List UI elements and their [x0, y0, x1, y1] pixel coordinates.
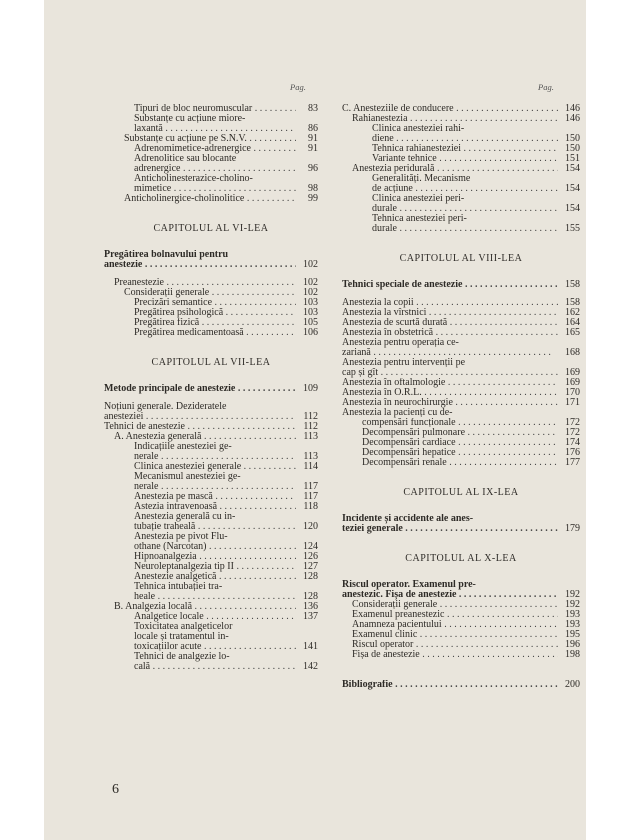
toc-entry-title: Anestezia de scurtă durată . . .	[342, 318, 558, 328]
toc-entry-title: tubație traheală . . .	[104, 522, 296, 532]
toc-entry-page: 102	[303, 259, 318, 270]
toc-entry-page: 150	[565, 143, 580, 154]
toc-entry-title: othane (Narcotan) . . .	[104, 542, 296, 552]
toc-entry	[104, 260, 318, 270]
toc-entry-page: 146	[565, 113, 580, 124]
toc-entry-page: 113	[303, 431, 318, 442]
toc-entry-page: 112	[303, 421, 318, 432]
toc-entry-title: Hipnoanalgezia . . .	[104, 552, 296, 562]
toc-entry-title: Anestezia în O.R.L. . . .	[342, 388, 558, 398]
toc-entry-title: anestezie . . .	[104, 260, 296, 270]
toc-entry	[342, 378, 580, 388]
toc-entry-title: Adrenolitice sau blocante	[134, 154, 237, 164]
toc-entry	[342, 590, 580, 600]
toc-entry-page: 172	[565, 417, 580, 428]
toc-entry-title: teziei generale . . .	[342, 524, 558, 534]
toc-entry	[342, 104, 580, 114]
toc-entry-page: 170	[565, 387, 580, 398]
toc-entry-page: 169	[565, 377, 580, 388]
toc-entry-title: adrenergice . . .	[104, 164, 296, 174]
toc-entry	[104, 482, 318, 492]
toc-entry-title: Substanțe cu acțiune pe S.N.V. . . .	[104, 134, 296, 144]
toc-entry	[342, 154, 580, 164]
toc-group	[342, 280, 580, 290]
toc-entry-title: anesteziei . . .	[104, 412, 296, 422]
toc-entry-page: 112	[303, 411, 318, 422]
toc-entry-page: 154	[565, 203, 580, 214]
toc-entry	[342, 114, 580, 124]
toc-entry	[342, 164, 580, 174]
toc-entry	[342, 308, 580, 318]
toc-entry-title: A. Anestezia generală . . .	[104, 432, 296, 442]
toc-entry-title: Anticholinergice-cholinolitice . . .	[104, 194, 296, 204]
toc-entry-page: 192	[565, 599, 580, 610]
toc-entry-page: 141	[303, 641, 318, 652]
toc-entry	[342, 124, 580, 134]
toc-entry-title: Anestezia pe pivot Flu-	[134, 532, 228, 542]
toc-entry	[342, 680, 580, 690]
toc-entry-title: Astezia intravenoasă . . .	[104, 502, 296, 512]
toc-entry-title: Neuroleptanalgezia tip II . . .	[104, 562, 296, 572]
toc-entry-title: Metode principale de anestezie . . .	[104, 384, 296, 394]
toc-entry	[342, 174, 580, 184]
toc-entry-title: Anestezia pe mască . . .	[104, 492, 296, 502]
toc-entry-page: 169	[565, 367, 580, 378]
toc-entry	[104, 602, 318, 612]
toc-entry	[342, 368, 580, 378]
toc-group	[342, 600, 580, 660]
toc-entry-title: Anestezia pentru intervenții pe	[342, 358, 466, 368]
toc-entry	[104, 288, 318, 298]
toc-entry-page: 154	[565, 183, 580, 194]
toc-entry-title: Pregătirea medicamentoasă . . .	[104, 328, 296, 338]
toc-entry-title: Clinica anesteziei peri-	[372, 194, 465, 204]
toc-entry-page: 174	[565, 437, 580, 448]
toc-entry	[342, 514, 580, 524]
toc-entry-page: 200	[565, 679, 580, 690]
toc-entry	[104, 194, 318, 204]
toc-entry-page: 158	[565, 297, 580, 308]
toc-entry-title: Anestezia în oftalmologie . . .	[342, 378, 558, 388]
chapter-heading: CAPITOLUL AL VIII-LEA	[399, 253, 523, 264]
toc-entry	[342, 610, 580, 620]
toc-entry-title: Pregătirea bolnavului pentru	[104, 250, 229, 260]
toc-entry	[104, 462, 318, 472]
toc-entry-title: cală . . .	[104, 662, 296, 672]
toc-entry	[104, 134, 318, 144]
toc-entry	[342, 318, 580, 328]
toc-entry-title: Rahianestezia . . .	[342, 114, 558, 124]
toc-entry-page: 192	[565, 589, 580, 600]
toc-entry-title: Fișa de anestezie . . .	[342, 650, 558, 660]
toc-entry-title: durale . . .	[342, 224, 558, 234]
toc-entry-title: de acțiune . . .	[342, 184, 558, 194]
toc-right-column	[342, 104, 580, 690]
toc-entry-page: 177	[565, 457, 580, 468]
toc-entry-page: 193	[565, 609, 580, 620]
toc-entry-title: Generalități. Mecanisme	[372, 174, 471, 184]
toc-entry-title: Clinica anesteziei generale . . .	[104, 462, 296, 472]
toc-group	[104, 402, 318, 672]
toc-entry-page: 151	[565, 153, 580, 164]
toc-entry	[104, 184, 318, 194]
toc-entry	[104, 432, 318, 442]
toc-entry	[104, 552, 318, 562]
toc-entry-title: Examenul clinic . . .	[342, 630, 558, 640]
toc-entry-title: B. Analgezia locală . . .	[104, 602, 296, 612]
toc-entry	[342, 458, 580, 468]
toc-entry-title: Anestezia peridurală . . .	[342, 164, 558, 174]
toc-entry	[104, 412, 318, 422]
toc-entry	[342, 650, 580, 660]
toc-entry	[104, 532, 318, 542]
toc-entry-title: Noțiuni generale. Dezideratele	[104, 402, 227, 412]
toc-entry-title: Decompensări renale . . .	[342, 458, 558, 468]
toc-entry-page: 114	[303, 461, 318, 472]
toc-entry-page: 106	[303, 327, 318, 338]
toc-entry	[104, 662, 318, 672]
toc-entry-page: 120	[303, 521, 318, 532]
toc-entry-title: heale . . .	[104, 592, 296, 602]
toc-entry-title: Tehnici de anestezie . . .	[104, 422, 296, 432]
toc-entry-page: 150	[565, 133, 580, 144]
toc-entry-title: Anestezia pentru operația ce-	[342, 338, 459, 348]
toc-entry	[342, 620, 580, 630]
toc-entry-title: Precizări semantice . . .	[104, 298, 296, 308]
toc-entry	[342, 348, 580, 358]
toc-entry-title: Examenul preanestezic . . .	[342, 610, 558, 620]
toc-entry	[104, 318, 318, 328]
toc-entry	[342, 388, 580, 398]
toc-entry-title: Anamneza pacientului . . .	[342, 620, 558, 630]
toc-entry	[342, 144, 580, 154]
toc-entry	[104, 472, 318, 482]
toc-entry-title: Anticholinesterazice-cholino-	[134, 174, 253, 184]
toc-entry-page: 91	[308, 133, 318, 144]
toc-entry-page: 124	[303, 541, 318, 552]
toc-entry	[342, 204, 580, 214]
toc-entry-page: 128	[303, 591, 318, 602]
toc-group	[104, 384, 318, 394]
toc-group	[342, 680, 580, 690]
toc-entry-page: 137	[303, 611, 318, 622]
toc-entry-title: Analgetice locale . . .	[104, 612, 296, 622]
toc-entry-title: nerale . . .	[104, 452, 296, 462]
toc-entry	[104, 502, 318, 512]
page-column-label-left: Pag.	[290, 82, 306, 92]
toc-entry	[342, 358, 580, 368]
toc-entry	[104, 572, 318, 582]
toc-entry-title: Considerații generale . . .	[104, 288, 296, 298]
toc-entry-page: 117	[303, 491, 318, 502]
toc-entry	[104, 642, 318, 652]
toc-entry-title: Decompensări cardiace . . .	[342, 438, 558, 448]
toc-entry	[104, 492, 318, 502]
toc-entry-title: nerale . . .	[104, 482, 296, 492]
toc-entry	[104, 154, 318, 164]
toc-entry-page: 127	[303, 561, 318, 572]
toc-entry-page: 91	[308, 143, 318, 154]
toc-entry-title: Anestezie analgetică . . .	[104, 572, 296, 582]
toc-entry	[342, 524, 580, 534]
chapter-heading: CAPITOLUL AL VI-LEA	[153, 223, 269, 234]
toc-entry-title: durale . . .	[342, 204, 558, 214]
toc-entry	[342, 418, 580, 428]
toc-entry-page: 109	[303, 383, 318, 394]
toc-entry-page: 105	[303, 317, 318, 328]
chapter-heading: CAPITOLUL AL VII-LEA	[151, 357, 271, 368]
toc-entry-title: Considerații generale . . .	[342, 600, 558, 610]
toc-entry-title: zariană . . .	[342, 348, 558, 358]
toc-entry	[342, 184, 580, 194]
toc-entry-page: 176	[565, 447, 580, 458]
toc-entry-title: Preanestezie . . .	[104, 278, 296, 288]
toc-entry-title: Riscul operator. Examenul pre-	[342, 580, 476, 590]
toc-entry	[104, 308, 318, 318]
toc-entry-title: C. Anesteziile de conducere . . .	[342, 104, 558, 114]
toc-entry-page: 193	[565, 619, 580, 630]
toc-entry	[342, 338, 580, 348]
toc-entry-page: 179	[565, 523, 580, 534]
toc-entry-title: Decompensări pulmonare . . .	[342, 428, 558, 438]
toc-group	[342, 298, 580, 468]
toc-entry-page: 86	[308, 123, 318, 134]
toc-entry-title: Tehnici de analgezie lo-	[134, 652, 230, 662]
toc-entry	[104, 512, 318, 522]
toc-entry-title: Tipuri de bloc neuromuscular . . .	[104, 104, 296, 114]
toc-entry-title: cap și gît . . .	[342, 368, 558, 378]
toc-entry	[104, 328, 318, 338]
toc-group	[104, 104, 318, 204]
toc-entry-title: Tehnica rahianesteziei . . .	[342, 144, 558, 154]
page-column-label-right: Pag.	[538, 82, 554, 92]
toc-entry-title: Incidente și accidente ale anes-	[342, 514, 474, 524]
toc-entry	[342, 298, 580, 308]
toc-entry-title: Bibliografie . . .	[342, 680, 558, 690]
toc-entry-title: Anestezia în neurochirurgie . . .	[342, 398, 558, 408]
toc-entry	[104, 174, 318, 184]
toc-entry	[342, 438, 580, 448]
toc-entry-title: laxantă . . .	[104, 124, 296, 134]
toc-entry-title: Indicațiile anesteziei ge-	[134, 442, 232, 452]
toc-entry-page: 172	[565, 427, 580, 438]
toc-entry-page: 142	[303, 661, 318, 672]
toc-entry-title: Anestezia la vîrstnici . . .	[342, 308, 558, 318]
toc-entry-page: 117	[303, 481, 318, 492]
toc-entry-title: Anestezia la pacienți cu de-	[342, 408, 453, 418]
toc-entry-page: 154	[565, 163, 580, 174]
toc-entry-page: 98	[308, 183, 318, 194]
toc-entry	[104, 582, 318, 592]
toc-entry-page: 146	[565, 103, 580, 114]
toc-group	[104, 250, 318, 270]
toc-entry	[104, 612, 318, 622]
chapter-heading: CAPITOLUL AL IX-LEA	[403, 487, 519, 498]
toc-entry	[104, 164, 318, 174]
toc-entry-title: Clinica anesteziei rahi-	[372, 124, 465, 134]
toc-entry-page: 165	[565, 327, 580, 338]
toc-entry-page: 198	[565, 649, 580, 660]
toc-entry-title: anestezic. Fișa de anestezie . . .	[342, 590, 558, 600]
toc-entry	[342, 580, 580, 590]
toc-entry-title: Mecanismul anesteziei ge-	[134, 472, 241, 482]
toc-entry	[104, 104, 318, 114]
toc-entry	[104, 124, 318, 134]
toc-entry	[342, 600, 580, 610]
toc-entry-title: Pregătirea fizică . . .	[104, 318, 296, 328]
toc-entry	[342, 134, 580, 144]
toc-entry-page: 171	[565, 397, 580, 408]
toc-entry	[342, 280, 580, 290]
toc-entry-page: 96	[308, 163, 318, 174]
toc-entry-page: 158	[565, 279, 580, 290]
toc-entry-title: Variante tehnice . . .	[342, 154, 558, 164]
toc-entry-title: Tehnica intubației tra-	[134, 582, 223, 592]
toc-entry-title: mimetice . . .	[104, 184, 296, 194]
toc-entry	[342, 428, 580, 438]
toc-entry-title: locale și tratamentul in-	[134, 632, 229, 642]
toc-entry-title: Substanțe cu acțiune miore-	[134, 114, 246, 124]
toc-entry-title: Pregătirea psihologică . . .	[104, 308, 296, 318]
toc-entry	[342, 408, 580, 418]
toc-entry	[342, 448, 580, 458]
toc-entry-page: 102	[303, 287, 318, 298]
toc-entry-page: 102	[303, 277, 318, 288]
toc-entry	[342, 194, 580, 204]
toc-entry-title: compensări funcționale . . .	[342, 418, 558, 428]
toc-entry	[104, 278, 318, 288]
toc-entry-title: toxicațiilor acute . . .	[104, 642, 296, 652]
toc-entry-page: 136	[303, 601, 318, 612]
toc-entry-page: 103	[303, 297, 318, 308]
toc-entry-page: 113	[303, 451, 318, 462]
toc-entry	[104, 622, 318, 632]
toc-entry	[104, 402, 318, 412]
toc-entry-title: Adrenomimetice-adrenergice . . .	[104, 144, 296, 154]
toc-entry-page: 118	[303, 501, 318, 512]
page-number: 6	[112, 782, 119, 797]
toc-entry	[342, 214, 580, 224]
toc-entry	[104, 422, 318, 432]
toc-entry	[104, 542, 318, 552]
toc-group	[342, 580, 580, 600]
toc-entry	[342, 224, 580, 234]
toc-left-column	[104, 104, 318, 672]
toc-entry	[104, 592, 318, 602]
toc-entry-page: 195	[565, 629, 580, 640]
toc-group	[342, 104, 580, 234]
toc-entry-title: Anestezia la copii . . .	[342, 298, 558, 308]
toc-entry-page: 155	[565, 223, 580, 234]
toc-entry-page: 103	[303, 307, 318, 318]
toc-entry-page: 83	[308, 103, 318, 114]
toc-entry	[104, 384, 318, 394]
toc-entry	[342, 328, 580, 338]
toc-group	[342, 514, 580, 534]
toc-entry	[342, 398, 580, 408]
toc-entry-title: Anestezia în obstetrică . . .	[342, 328, 558, 338]
toc-entry-title: Toxicitatea analgeticelor	[134, 622, 233, 632]
toc-entry-title: Tehnica anesteziei peri-	[372, 214, 467, 224]
toc-entry	[104, 250, 318, 260]
toc-entry	[104, 562, 318, 572]
toc-entry-title: diene . . .	[342, 134, 558, 144]
toc-entry-title: Riscul operator . . .	[342, 640, 558, 650]
toc-entry-page: 196	[565, 639, 580, 650]
toc-entry	[104, 114, 318, 124]
toc-entry-page: 99	[308, 193, 318, 204]
toc-entry-title: Decompensări hepatice . . .	[342, 448, 558, 458]
toc-entry	[104, 452, 318, 462]
toc-entry-page: 126	[303, 551, 318, 562]
toc-entry	[104, 522, 318, 532]
toc-entry-title: Tehnici speciale de anestezie . . .	[342, 280, 558, 290]
toc-entry-page: 164	[565, 317, 580, 328]
toc-entry	[104, 442, 318, 452]
toc-entry-page: 128	[303, 571, 318, 582]
toc-entry	[342, 630, 580, 640]
toc-entry	[104, 652, 318, 662]
toc-entry-title: Anestezia generală cu in-	[134, 512, 236, 522]
toc-entry	[104, 144, 318, 154]
chapter-heading: CAPITOLUL AL X-LEA	[405, 553, 517, 564]
toc-entry	[104, 632, 318, 642]
toc-entry	[342, 640, 580, 650]
toc-entry-page: 168	[565, 347, 580, 358]
toc-entry-page: 162	[565, 307, 580, 318]
toc-entry	[104, 298, 318, 308]
toc-group	[104, 278, 318, 338]
